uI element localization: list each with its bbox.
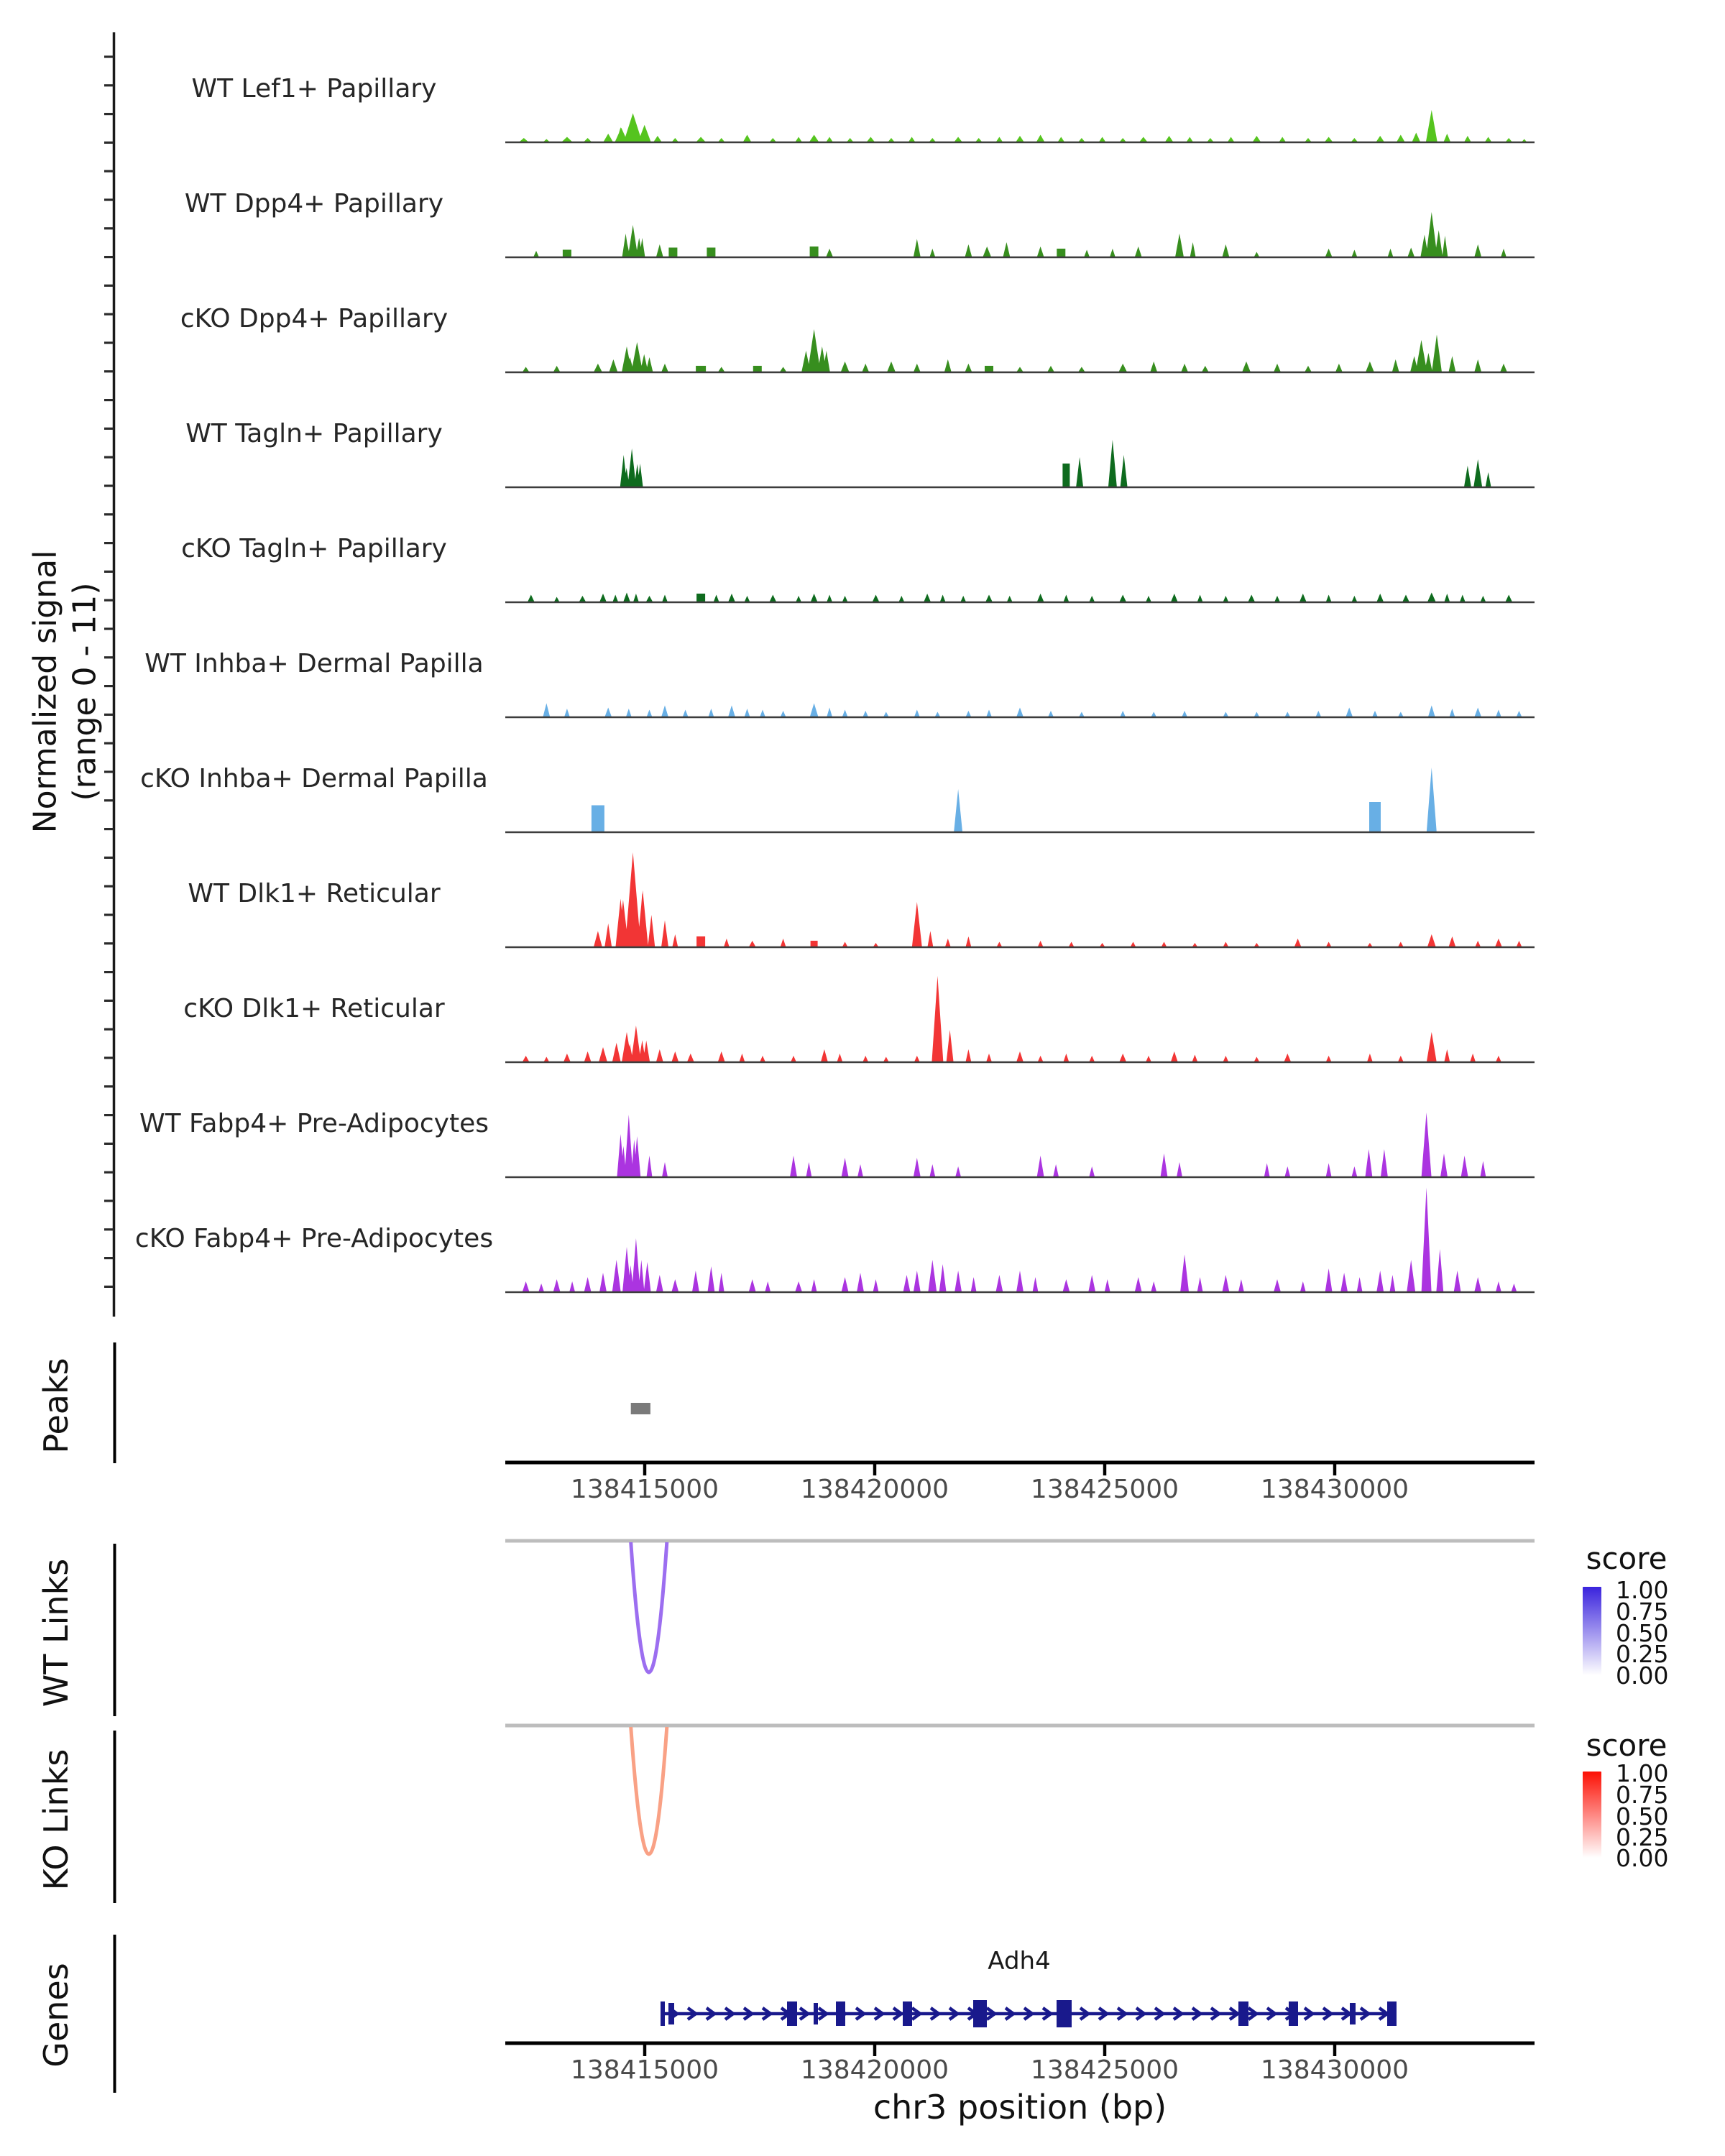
gene-exon-box bbox=[1057, 2000, 1072, 2027]
legend-scale-label: 1.00 bbox=[1616, 1576, 1669, 1604]
track-label: cKO Inhba+ Dermal Papilla bbox=[140, 764, 488, 793]
genome-position-tick-label: 138420000 bbox=[800, 1475, 949, 1504]
genome-position-tick-label: 138415000 bbox=[570, 2055, 719, 2085]
gene-exon-box bbox=[1289, 2001, 1298, 2026]
track-label: cKO Dpp4+ Papillary bbox=[180, 304, 448, 333]
track-label: WT Tagln+ Papillary bbox=[185, 419, 443, 448]
x-axis-title: chr3 position (bp) bbox=[873, 2088, 1167, 2127]
signal-track-5 bbox=[505, 593, 1535, 603]
legend-scale-label: 0.75 bbox=[1616, 1598, 1669, 1626]
gene-exon-box bbox=[814, 2003, 818, 2024]
signal-track-9 bbox=[505, 976, 1535, 1062]
signal-track-11 bbox=[505, 1188, 1535, 1293]
wt-link-arc bbox=[631, 1542, 667, 1672]
gene-exon-box bbox=[973, 2000, 987, 2027]
gene-name-label: Adh4 bbox=[988, 1947, 1051, 1976]
ko-links-legend-title: score bbox=[1586, 1728, 1668, 1763]
coverage-signal bbox=[505, 329, 1535, 372]
track-label: cKO Fabp4+ Pre-Adipocytes bbox=[134, 1224, 494, 1253]
track-label: cKO Dlk1+ Reticular bbox=[183, 994, 445, 1023]
coverage-signal bbox=[505, 1112, 1535, 1177]
genome-position-tick-label: 138420000 bbox=[800, 2055, 949, 2085]
track-label: WT Dlk1+ Reticular bbox=[188, 879, 441, 908]
legend-scale-label: 1.00 bbox=[1616, 1759, 1669, 1787]
coverage-signal bbox=[505, 212, 1535, 257]
track-label: cKO Tagln+ Papillary bbox=[181, 534, 447, 563]
wt-links-legend-gradient bbox=[1583, 1587, 1601, 1675]
wt-links-row-label: WT Links bbox=[37, 1558, 75, 1708]
ko-link-arc bbox=[631, 1727, 667, 1854]
track-label: WT Lef1+ Papillary bbox=[191, 74, 437, 103]
signal-track-1 bbox=[505, 110, 1535, 142]
signal-track-8 bbox=[505, 852, 1535, 947]
signal-track-6 bbox=[505, 704, 1535, 718]
gene-exon-box bbox=[1238, 2001, 1248, 2026]
signal-track-4 bbox=[505, 440, 1535, 487]
legend-scale-label: 0.00 bbox=[1616, 1662, 1669, 1690]
peak-interval-box bbox=[631, 1403, 650, 1414]
peaks-row-label: Peaks bbox=[37, 1358, 75, 1454]
legend-scale-label: 0.25 bbox=[1616, 1640, 1669, 1668]
gene-exon-box bbox=[668, 2003, 674, 2024]
track-label: WT Fabp4+ Pre-Adipocytes bbox=[139, 1109, 489, 1138]
track-label: WT Inhba+ Dermal Papilla bbox=[144, 649, 484, 678]
y-axis-label-line2: (range 0 - 11) bbox=[66, 582, 104, 801]
genome-position-tick-label: 138425000 bbox=[1030, 2055, 1179, 2085]
signal-track-3 bbox=[505, 329, 1535, 372]
gene-exon-box bbox=[1350, 2003, 1356, 2024]
track-label: WT Dpp4+ Papillary bbox=[184, 189, 444, 218]
legend-scale-label: 0.75 bbox=[1616, 1781, 1669, 1809]
coverage-signal bbox=[505, 593, 1535, 603]
signal-track-7 bbox=[505, 768, 1535, 832]
coverage-signal bbox=[505, 704, 1535, 718]
signal-track-2 bbox=[505, 212, 1535, 257]
genes-row-label: Genes bbox=[37, 1963, 75, 2068]
gene-exon-box bbox=[787, 2001, 797, 2026]
genome-position-tick-label: 138425000 bbox=[1030, 1475, 1179, 1504]
ko-links-legend-gradient bbox=[1583, 1772, 1601, 1858]
legend-scale-label: 0.50 bbox=[1616, 1802, 1669, 1830]
genome-position-tick-label: 138430000 bbox=[1260, 2055, 1409, 2085]
genome-position-tick-label: 138415000 bbox=[570, 1475, 719, 1504]
wt-links-legend-title: score bbox=[1586, 1541, 1668, 1576]
coverage-signal bbox=[505, 768, 1535, 832]
coverage-signal bbox=[505, 440, 1535, 487]
y-axis-label-line1: Normalized signal bbox=[27, 550, 64, 834]
coverage-signal bbox=[505, 852, 1535, 947]
gene-exon-box bbox=[1387, 2001, 1397, 2026]
coverage-signal bbox=[505, 1188, 1535, 1293]
coverage-signal bbox=[505, 110, 1535, 142]
legend-scale-label: 0.25 bbox=[1616, 1823, 1669, 1851]
legend-scale-label: 0.50 bbox=[1616, 1619, 1669, 1647]
gene-exon-box bbox=[661, 2001, 665, 2026]
gene-exon-box bbox=[836, 2001, 845, 2026]
signal-track-10 bbox=[505, 1112, 1535, 1177]
genome-position-tick-label: 138430000 bbox=[1260, 1475, 1409, 1504]
gene-exon-box bbox=[903, 2001, 912, 2026]
ko-links-row-label: KO Links bbox=[37, 1749, 75, 1891]
legend-scale-label: 0.00 bbox=[1616, 1844, 1669, 1872]
coverage-signal bbox=[505, 976, 1535, 1062]
